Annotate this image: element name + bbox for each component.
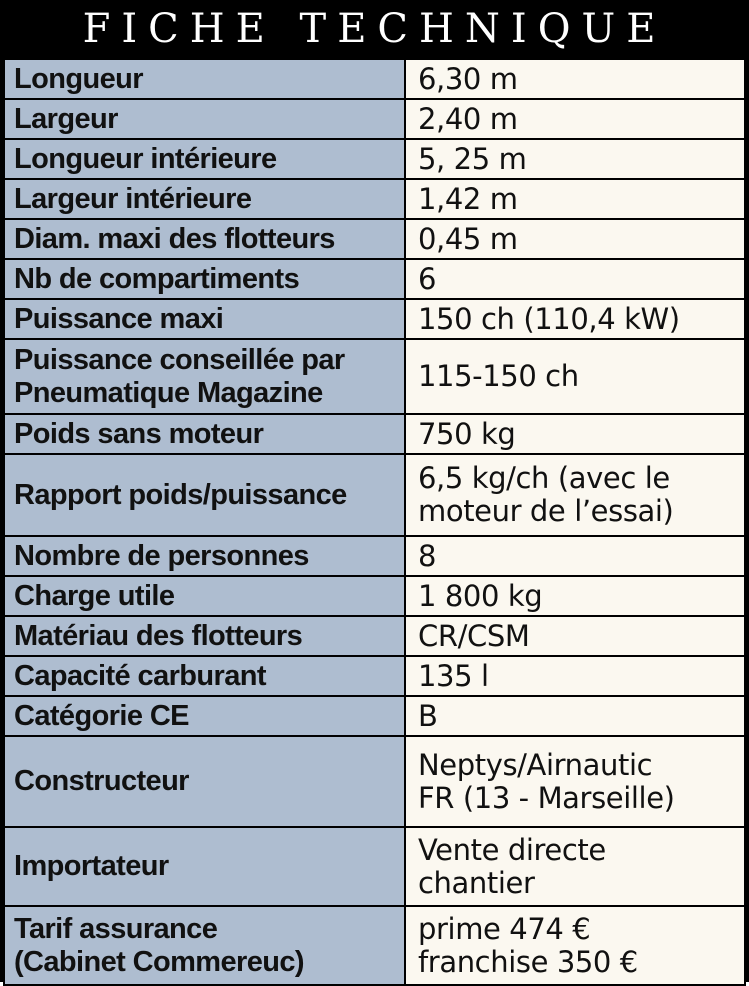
spec-row	[4, 736, 745, 827]
spec-value-line: 2,40 m	[418, 101, 518, 136]
spec-value-line: Vente directe	[418, 832, 606, 867]
spec-value-line: 0,45 m	[418, 221, 518, 256]
spec-label	[4, 536, 405, 576]
spec-value	[405, 576, 745, 616]
spec-value	[405, 696, 745, 736]
spec-label	[4, 696, 405, 736]
spec-value-line: 6,30 m	[418, 61, 518, 96]
spec-label	[4, 906, 405, 985]
spec-row	[4, 906, 745, 985]
spec-value	[405, 139, 745, 179]
spec-label-line: Nb de compartiments	[14, 262, 300, 295]
spec-value-line: prime 474 €	[418, 911, 591, 946]
spec-value-line: FR (13 - Marseille)	[418, 780, 675, 815]
spec-label	[4, 99, 405, 139]
spec-row	[4, 656, 745, 696]
spec-value-line: franchise 350 €	[418, 944, 638, 979]
spec-label-line: Tarif assurance	[14, 912, 218, 945]
spec-row	[4, 259, 745, 299]
spec-label-line: Poids sans moteur	[14, 417, 264, 450]
spec-label	[4, 656, 405, 696]
spec-value-line: B	[418, 698, 438, 733]
spec-row	[4, 576, 745, 616]
spec-label-line: Puissance maxi	[14, 302, 224, 335]
spec-row	[4, 536, 745, 576]
spec-row	[4, 179, 745, 219]
spec-row	[4, 219, 745, 259]
sheet-title: FICHE TECHNIQUE	[0, 0, 749, 58]
spec-label-line: Catégorie CE	[14, 699, 189, 732]
spec-value	[405, 219, 745, 259]
spec-value	[405, 827, 745, 906]
spec-row	[4, 99, 745, 139]
spec-value-line: 8	[418, 538, 437, 573]
spec-label	[4, 736, 405, 827]
spec-label-line: Largeur	[14, 102, 118, 135]
spec-label	[4, 179, 405, 219]
spec-value-line: 6,5 kg/ch (avec le	[418, 461, 670, 495]
spec-label-line: Largeur intérieure	[14, 182, 252, 215]
spec-value	[405, 906, 745, 985]
spec-label	[4, 616, 405, 656]
spec-value	[405, 656, 745, 696]
spec-value	[405, 259, 745, 299]
spec-row	[4, 414, 745, 454]
spec-label-line: Diam. maxi des flotteurs	[14, 222, 335, 255]
spec-value-line: 150 ch (110,4 kW)	[418, 301, 680, 336]
spec-value-line: 135 l	[418, 658, 489, 693]
spec-value-line: chantier	[418, 865, 535, 900]
spec-row	[4, 299, 745, 339]
spec-label	[4, 299, 405, 339]
spec-value	[405, 59, 745, 99]
spec-value	[405, 299, 745, 339]
spec-label-line: Charge utile	[14, 579, 175, 612]
spec-table	[3, 58, 746, 986]
spec-label	[4, 259, 405, 299]
spec-label	[4, 139, 405, 179]
spec-label-line: Longueur intérieure	[14, 142, 277, 175]
spec-label-line: Rapport poids/puissance	[14, 478, 347, 511]
spec-row	[4, 59, 745, 99]
spec-label	[4, 339, 405, 414]
spec-row	[4, 616, 745, 656]
spec-label-line: Pneumatique Magazine	[14, 376, 323, 409]
spec-label	[4, 59, 405, 99]
spec-label-line: Puissance conseillée par	[14, 343, 345, 376]
spec-value-line: 115-150 ch	[418, 359, 579, 393]
spec-label-line: Importateur	[14, 850, 169, 882]
spec-value-line: 750 kg	[418, 416, 516, 451]
spec-value-line: 6	[418, 261, 437, 296]
spec-value-line: moteur de l’essai)	[418, 494, 674, 528]
spec-label-line: Matériau des flotteurs	[14, 619, 303, 652]
spec-row	[4, 827, 745, 906]
spec-label-line: Longueur	[14, 62, 143, 95]
spec-value	[405, 616, 745, 656]
spec-label-line: Capacité carburant	[14, 659, 266, 692]
spec-value	[405, 414, 745, 454]
spec-value	[405, 99, 745, 139]
spec-label-line: Nombre de personnes	[14, 539, 309, 572]
spec-table-body	[4, 59, 745, 985]
spec-value-line: Neptys/Airnautic	[418, 747, 653, 782]
spec-value	[405, 536, 745, 576]
spec-row	[4, 339, 745, 414]
spec-label	[4, 827, 405, 906]
spec-row	[4, 696, 745, 736]
spec-value-line: 1,42 m	[418, 181, 518, 216]
spec-label	[4, 576, 405, 616]
spec-value-line: CR/CSM	[418, 618, 530, 653]
spec-value-line: 1 800 kg	[418, 578, 543, 613]
spec-value	[405, 454, 745, 536]
spec-label-line: (Cabinet Commereuc)	[14, 945, 304, 978]
spec-label	[4, 219, 405, 259]
spec-row	[4, 139, 745, 179]
spec-value-line: 5, 25 m	[418, 141, 527, 176]
spec-row	[4, 454, 745, 536]
spec-label	[4, 454, 405, 536]
spec-label	[4, 414, 405, 454]
spec-value	[405, 339, 745, 414]
spec-value	[405, 736, 745, 827]
spec-value	[405, 179, 745, 219]
spec-label-line: Constructeur	[14, 765, 189, 797]
